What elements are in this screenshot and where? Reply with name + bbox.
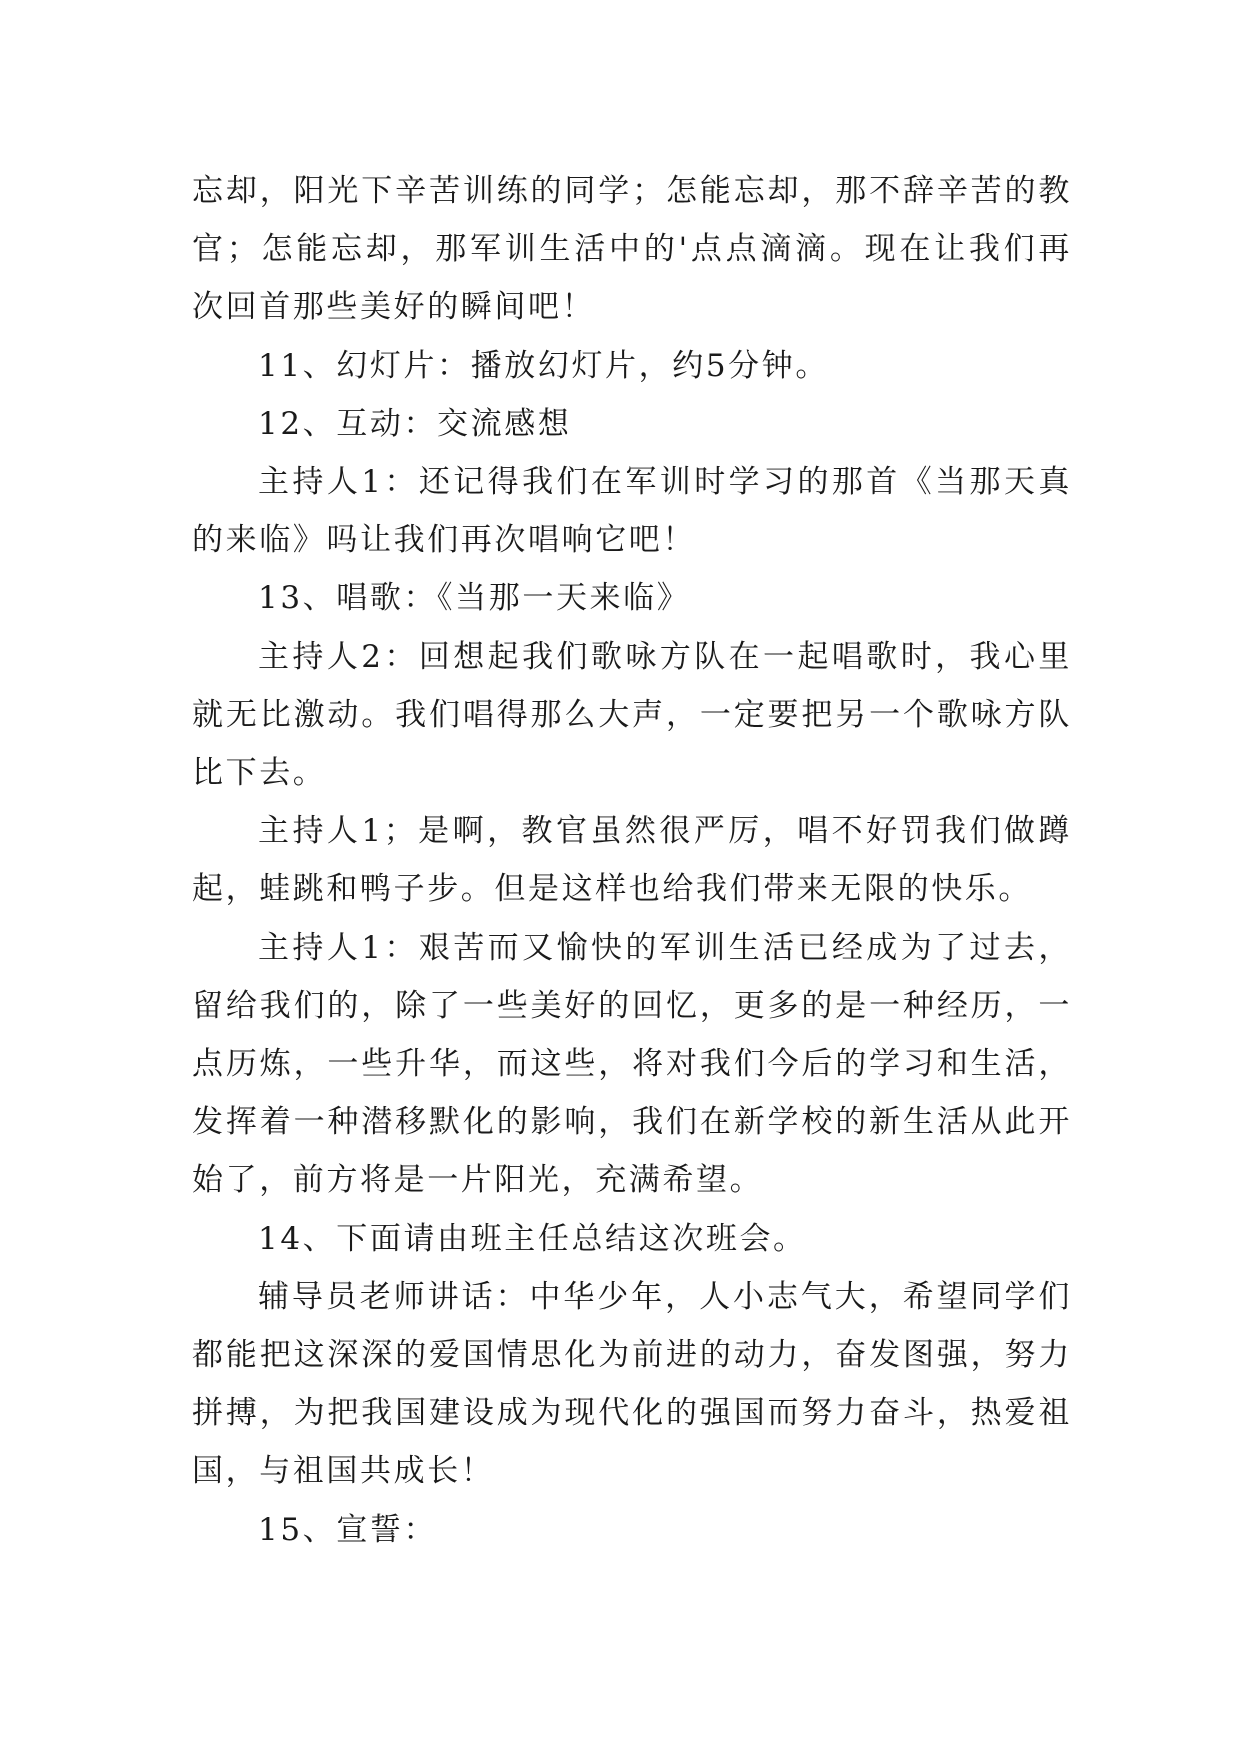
paragraph-host1-song-intro: 主持人1：还记得我们在军训时学习的那首《当那天真的来临》吗让我们再次唱响它吧！: [192, 464, 1072, 559]
paragraph-counselor-speech: 辅导员老师讲话：中华少年，人小志气大，希望同学们都能把这深深的爱国情思化为前进的动力，奋发图强，努力拼搏，为把我国建设成为现代化的强国而努力奋斗，热爱祖国，与祖国共成长！: [192, 1278, 1072, 1490]
paragraph-host1-instructor: 主持人1；是啊，教官虽然很严厉，唱不好罚我们做蹲起，蛙跳和鸭子步。但是这样也给我们带来无限的快乐。: [192, 813, 1072, 908]
paragraph-teacher-summary: 14、下面请由班主任总结这次班会。: [258, 1220, 807, 1257]
paragraph-host2: 主持人2：回想起我们歌咏方队在一起唱歌时，我心里就无比激动。我们唱得那么大声，一定要把另一个歌咏方队比下去。: [192, 638, 1072, 792]
document-body: [192, 162, 1072, 1559]
paragraph-singing: 13、唱歌：《当那一天来临》: [258, 580, 691, 617]
paragraph-interaction: 12、互动：交流感想: [258, 405, 572, 442]
paragraph-host1-summary: 主持人1：艰苦而又愉快的军训生活已经成为了过去，留给我们的，除了一些美好的回忆，更多的是一种经历，一点历炼，一些升华，而这些，将对我们今后的学习和生活，发挥着一种潜移默化的影响，我们在新学校的新生活从此开始了，前方将是一片阳光，充满希望。: [192, 929, 1072, 1199]
paragraph-continued: 忘却，阳光下辛苦训练的同学；怎能忘却，那不辞辛苦的教官；怎能忘却，那军训生活中的'点点滴滴。现在让我们再次回首那些美好的瞬间吧！: [192, 173, 1072, 326]
paragraph-oath: 15、宣誓：: [258, 1511, 438, 1548]
paragraph-slideshow: 11、幻灯片：播放幻灯片，约5分钟。: [258, 347, 829, 384]
